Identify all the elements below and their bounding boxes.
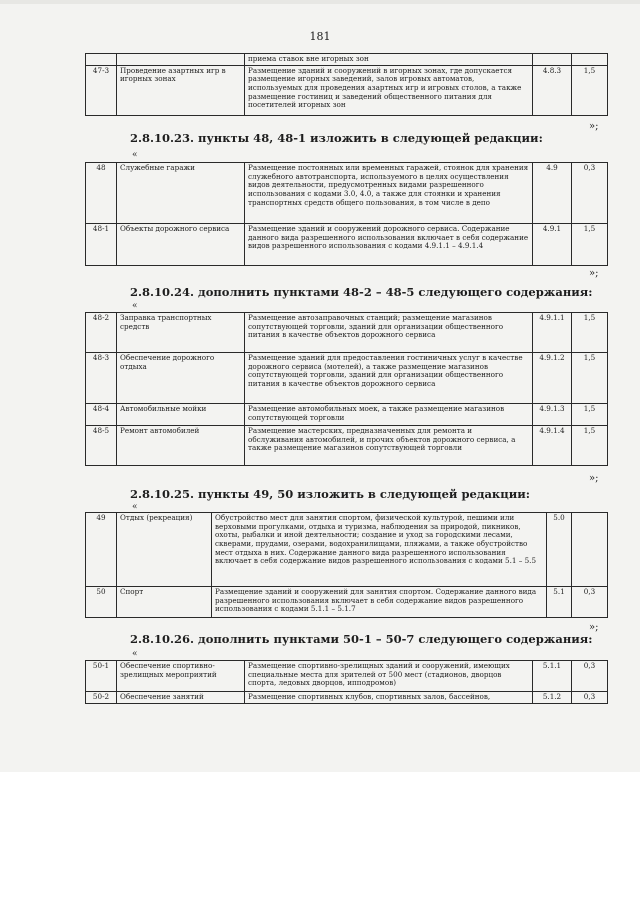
- row-description: Размещение зданий и сооружений дорожного сервиса. Содержание данного вида разрешенного использования включает в себя содержание видов разрешенного использования с кодами 4.9.1.1 – 4.9.1.4: [245, 224, 533, 266]
- row-value: 1,5: [572, 224, 608, 266]
- row-value: 0,3: [572, 587, 608, 618]
- row-number: [86, 54, 117, 66]
- row-name: Заправка транспортных средств: [117, 313, 245, 353]
- row-description: приема ставок вне игорных зон: [245, 54, 533, 66]
- table-row: [86, 426, 608, 466]
- table-section-1: [85, 162, 608, 266]
- close-quote: »;: [589, 121, 599, 132]
- row-number: 48-1: [86, 224, 117, 266]
- row-description: Размещение постоянных или временных гаражей, стоянок для хранения служебного автотранспорта, используемого в целях осуществления видов деятельности, предусмотренных видами разрешенного использования с кодами 3.0, 4.0, а также для стоянки и хранения транспортных средств общего пользования, в том числе в депо: [245, 163, 533, 224]
- open-quote: «: [132, 502, 138, 512]
- row-number: 48-5: [86, 426, 117, 466]
- row-code: 4.9: [533, 163, 572, 224]
- row-number: 48: [86, 163, 117, 224]
- scan-edge: [0, 0, 640, 4]
- row-number: 48-3: [86, 353, 117, 404]
- row-name: Ремонт автомобилей: [117, 426, 245, 466]
- row-number: 50: [86, 587, 117, 618]
- row-code: 4.9.1.4: [533, 426, 572, 466]
- row-code: 4.9.1: [533, 224, 572, 266]
- row-number: 48-2: [86, 313, 117, 353]
- row-description: Размещение зданий для предоставления гостиничных услуг в качестве дорожного сервиса (мотелей), а также размещение магазинов сопутствующей торговли, зданий для организации общественного питания в качестве объектов дорожного сервиса: [245, 353, 533, 404]
- row-code: 4.9.1.2: [533, 353, 572, 404]
- row-description: Размещение автозаправочных станций; размещение магазинов сопутствующей торговли, зданий для организации общественного питания в качестве объектов дорожного сервиса: [245, 313, 533, 353]
- row-number: 47-3: [86, 65, 117, 115]
- row-description: Размещение зданий и сооружений в игорных зонах, где допускается размещение игорных заведений, залов игровых автоматов, используемых для проведения азартных игр и игровых столов, а также размещение гостиниц и заведений общественного питания для посетителей игорных зон: [245, 65, 533, 115]
- row-description: Размещение мастерских, предназначенных для ремонта и обслуживания автомобилей, и прочих объектов дорожного сервиса, а также размещение магазинов сопутствующей торговли: [245, 426, 533, 466]
- row-code: 5.0: [547, 513, 572, 587]
- row-name: Служебные гаражи: [117, 163, 245, 224]
- section-heading: 2.8.10.25. пункты 49, 50 изложить в следующей редакции:: [130, 487, 531, 501]
- row-value: 1,5: [572, 65, 608, 115]
- table-section-4: [85, 660, 608, 704]
- row-code: 4.8.3: [533, 65, 572, 115]
- row-name: Обеспечение занятий: [117, 692, 245, 704]
- row-value: 1,5: [572, 404, 608, 426]
- page-number: 181: [309, 30, 331, 43]
- table-row: [86, 513, 608, 587]
- row-description: Размещение автомобильных моек, а также размещение магазинов сопутствующей торговли: [245, 404, 533, 426]
- close-quote: »;: [589, 268, 599, 279]
- table-row: [86, 313, 608, 353]
- row-value: 0,3: [572, 661, 608, 692]
- row-number: 48-4: [86, 404, 117, 426]
- row-code: [533, 54, 572, 66]
- row-value: 1,5: [572, 313, 608, 353]
- row-number: 50-2: [86, 692, 117, 704]
- row-value: 0,3: [572, 692, 608, 704]
- table-row: [86, 353, 608, 404]
- section-heading: 2.8.10.23. пункты 48, 48-1 изложить в следующей редакции:: [130, 131, 543, 145]
- table-row: [86, 587, 608, 618]
- row-description: Обустройство мест для занятия спортом, физической культурой, пешими или верховыми прогулками, отдыха и туризма, наблюдения за природой, пикников, охоты, рыбалки и иной деятельности; создание и уход за городскими лесами, скверами, прудами, озерами, водохранилищами, пляжами, а также обустройство мест отдыха в них. Содержание данного вида разрешенного использования включает в себя содержание видов разрешенного использования с кодами 5.1 – 5.5: [212, 513, 547, 587]
- row-name: Проведение азартных игр в игорных зонах: [117, 65, 245, 115]
- table-row: [86, 65, 608, 115]
- table-top: [85, 53, 608, 116]
- table-row: [86, 404, 608, 426]
- row-value: 0,3: [572, 163, 608, 224]
- row-name: Обеспечение спортивно-зрелищных мероприятий: [117, 661, 245, 692]
- row-number: 49: [86, 513, 117, 587]
- row-name: Автомобильные мойки: [117, 404, 245, 426]
- row-code: 5.1: [547, 587, 572, 618]
- table-row: [86, 692, 608, 704]
- row-value: [572, 54, 608, 66]
- table-row: [86, 54, 608, 66]
- row-name: Спорт: [117, 587, 212, 618]
- row-value: 1,5: [572, 353, 608, 404]
- open-quote: «: [132, 649, 138, 659]
- row-name: [117, 54, 245, 66]
- table-section-2: [85, 312, 608, 466]
- table-row: [86, 163, 608, 224]
- close-quote: »;: [589, 622, 599, 633]
- row-name: Отдых (рекреация): [117, 513, 212, 587]
- row-code: 5.1.2: [533, 692, 572, 704]
- row-name: Объекты дорожного сервиса: [117, 224, 245, 266]
- open-quote: «: [132, 150, 138, 160]
- table-section-3: [85, 512, 608, 618]
- row-description: Размещение зданий и сооружений для занятия спортом. Содержание данного вида разрешенного использования включает в себя содержание видов разрешенного использования с кодами 5.1.1 – 5.1.7: [212, 587, 547, 618]
- row-number: 50-1: [86, 661, 117, 692]
- row-value: 1,5: [572, 426, 608, 466]
- table-row: [86, 224, 608, 266]
- row-name: Обеспечение дорожного отдыха: [117, 353, 245, 404]
- row-code: 4.9.1.1: [533, 313, 572, 353]
- row-code: 5.1.1: [533, 661, 572, 692]
- table-row: [86, 661, 608, 692]
- row-value: [572, 513, 608, 587]
- open-quote: «: [132, 301, 138, 311]
- row-description: Размещение спортивно-зрелищных зданий и сооружений, имеющих специальные места для зрителей от 500 мест (стадионов, дворцов спорта, ледовых дворцов, ипподромов): [245, 661, 533, 692]
- section-heading: 2.8.10.26. дополнить пунктами 50-1 – 50-7 следующего содержания:: [130, 632, 593, 646]
- row-code: 4.9.1.3: [533, 404, 572, 426]
- row-description: Размещение спортивных клубов, спортивных залов, бассейнов,: [245, 692, 533, 704]
- close-quote: »;: [589, 473, 599, 484]
- section-heading: 2.8.10.24. дополнить пунктами 48-2 – 48-5 следующего содержания:: [130, 285, 593, 299]
